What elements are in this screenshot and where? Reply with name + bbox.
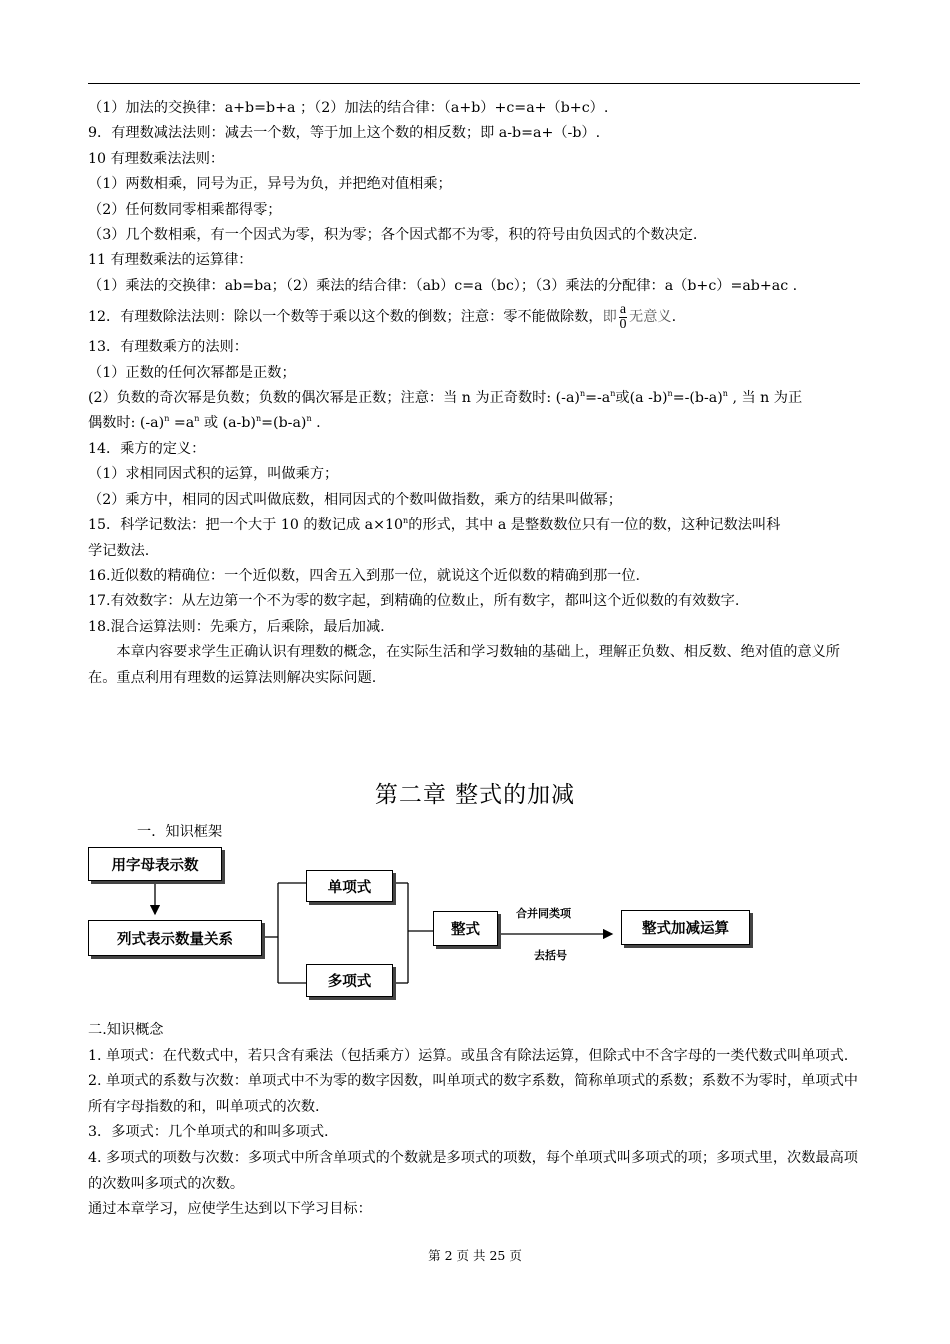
section-title: 一．知识框架	[137, 824, 223, 840]
text-line: 17.有效数字：从左边第一个不为零的数字起，到精确的位数止，所有数字，都叫这个近似数的有效数字.	[88, 593, 740, 610]
text-span: , 当 n 为正	[727, 390, 803, 407]
sup-n: n	[164, 414, 170, 424]
text-line: 18.混合运算法则：先乘方，后乘除，最后加减.	[88, 618, 385, 635]
text-line: （3）几个数相乘，有一个因式为零，积为零；各个因式都不为零，积的符号由负因式的个数决定.	[88, 227, 698, 244]
text-paragraph: 4. 多项式的项数与次数：多项式中所含单项式的个数就是多项式的项数，每个单项式叫多项式的项；多项式里，次数最高项的次数叫多项式的次数。	[88, 1149, 858, 1192]
box-integral-expression: 整式	[433, 911, 498, 946]
text-span: (2）负数的奇次幂是负数；负数的偶次幂是正数；注意：当 n 为正奇数时: (-a)	[88, 390, 580, 407]
text-line-powers	[88, 386, 863, 411]
sup-n: n	[579, 389, 586, 399]
text-line: 二.知识概念	[88, 1022, 164, 1038]
text-span: 即	[602, 309, 617, 326]
box-polynomial: 多项式	[306, 964, 393, 997]
sup-n: n	[194, 414, 200, 424]
text-paragraph: 2. 单项式的系数与次数：单项式中不为零的数字因数，叫单项式的数字系数，简称单项式的系数；系数不为零时，单项式中所有字母指数的和，叫单项式的次数.	[88, 1073, 858, 1115]
text-span: 的形式，其中 a 是整数数位只有一位的数，这种记数法叫科	[408, 517, 781, 534]
box-letters-represent-numbers: 用字母表示数	[88, 847, 222, 881]
text-span: 或(a -b)	[615, 390, 668, 407]
fraction-numerator: a	[619, 301, 627, 317]
text-line: 通过本章学习，应使学生达到以下学习目标：	[88, 1201, 372, 1218]
text-span: =(b-a)	[261, 415, 307, 432]
document-body-part2	[88, 1018, 863, 1223]
text-span: =a	[169, 415, 195, 432]
fraction-a-over-0	[619, 303, 627, 332]
text-line: 14．乘方的定义：	[88, 440, 206, 457]
text-line: 11 有理数乘法的运算律：	[88, 252, 253, 269]
text-line: （1）两数相乘，同号为正，异号为负，并把绝对值相乘；	[88, 176, 452, 193]
box-monomial: 单项式	[306, 870, 393, 902]
text-line: （2）乘方中，相同的因式叫做底数，相同因式的个数叫做指数，乘方的结果叫做幂；	[88, 491, 622, 508]
sup-n: n	[722, 389, 728, 399]
document-body-part1	[88, 96, 863, 691]
text-line: （1）正数的任何次幂都是正数；	[88, 364, 296, 381]
chapter-title: 第二章 整式的加减	[374, 782, 576, 808]
text-line: （1）乘法的交换律：ab=ba；（2）乘法的结合律：（ab）c=a（bc）；（3）乘法的分配律：a（b+c）=ab+ac .	[88, 277, 798, 294]
box-addition-subtraction-operations: 整式加减运算	[621, 910, 750, 945]
fraction-denominator: 0	[619, 316, 627, 332]
text-span: 12．有理数除法法则：除以一个数等于乘以这个数的倒数；注意：零不能做除数，	[88, 309, 603, 326]
text-line: 9．有理数减法法则：减去一个数，等于加上这个数的相反数；即 a-b=a+（-b）.	[88, 125, 601, 142]
text-span: =-a	[585, 390, 611, 407]
text-line-division-rule: 12．有理数除法法则：除以一个数等于乘以这个数的倒数；注意：零不能做除数，即 $\frac{a}{0}$ 无意义.	[88, 301, 677, 332]
text-paragraph: 1. 单项式：在代数式中，若只含有乘法（包括乘方）运算。或虽含有除法运算，但除式中不含字母的一类代数式叫单项式.	[88, 1047, 849, 1064]
text-line-scientific	[88, 513, 863, 538]
text-line: （2）任何数同零相乘都得零；	[88, 201, 282, 218]
page-footer: 第 2 页 共 25 页	[428, 1248, 522, 1263]
text-span: =-(b-a)	[672, 390, 723, 407]
text-span: 无意义	[629, 309, 672, 326]
arrow-label-remove-brackets: 去括号	[534, 949, 567, 962]
text-line: 16.近似数的精确位：一个近似数，四舍五入到那一位，就说这个近似数的精确到那一位.	[88, 567, 641, 584]
sup-n: n	[306, 414, 312, 424]
text-line: （1）加法的交换律：a+b=b+a ；（2）加法的结合律：（a+b）+c=a+（b+c）.	[88, 100, 609, 116]
text-line: 13．有理数乘方的法则：	[88, 339, 248, 356]
text-line: （1）求相同因式积的运算，叫做乘方；	[88, 466, 339, 483]
text-span: 或 (a-b)	[199, 415, 256, 432]
text-line: 10 有理数乘法法则：	[88, 150, 225, 167]
text-line-powers-even	[88, 411, 863, 436]
sup-n: n	[610, 389, 616, 399]
text-span: .	[311, 415, 321, 432]
text-span: 15．科学记数法：把一个大于 10 的数记成 a×10	[88, 517, 404, 534]
arrow-label-combine-like-terms: 合并同类项	[516, 907, 571, 920]
text-line: 学记数法.	[88, 542, 150, 559]
header-rule	[88, 83, 860, 84]
sup-n: n	[255, 414, 262, 424]
sup-n: n	[403, 516, 409, 526]
sup-n: n	[667, 389, 673, 399]
text-span: 偶数时: (-a)	[88, 415, 165, 432]
summary-paragraph: 本章内容要求学生正确认识有理数的概念，在实际生活和学习数轴的基础上，理解正负数、相反数、绝对值的意义所在。重点利用有理数的运算法则解决实际问题.	[88, 644, 840, 686]
text-line: 3．多项式：几个单项式的和叫多项式.	[88, 1124, 329, 1141]
box-expressions-quantity-relations: 列式表示数量关系	[88, 920, 262, 956]
